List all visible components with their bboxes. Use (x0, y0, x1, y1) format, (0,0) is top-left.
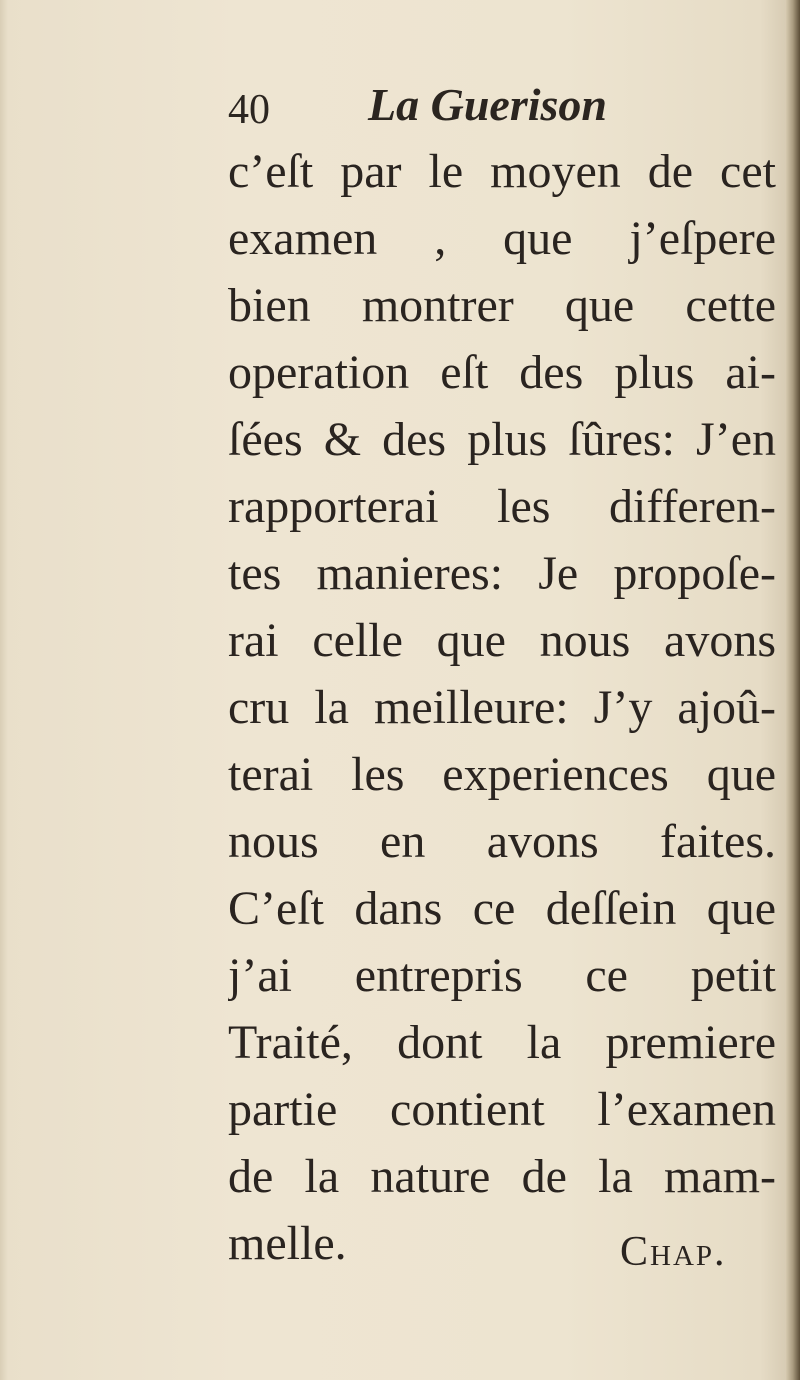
page-left-edge (0, 0, 8, 1380)
text-line: melle. (228, 1217, 347, 1270)
text-line: partie contient l’examen (228, 1083, 776, 1136)
text-line: ſées & des plus ſûres: J’en (228, 413, 776, 466)
text-line: nous en avons faites. (228, 815, 776, 868)
text-line: cru la meilleure: J’y ajoû- (228, 681, 776, 734)
text-line: C’eſt dans ce deſſein que (228, 882, 776, 935)
text-line: de la nature de la mam- (228, 1150, 776, 1203)
text-line: j’ai entrepris ce petit (228, 949, 776, 1002)
text-line: operation eſt des plus ai- (228, 346, 776, 399)
text-line: examen , que j’eſpere (228, 212, 776, 265)
catchword: Chap. (620, 1229, 727, 1275)
page-number: 40 (228, 87, 270, 133)
page-gutter-shadow (786, 0, 800, 1380)
body-text (228, 138, 776, 1277)
text-line: rai celle que nous avons (228, 614, 776, 667)
text-line: Traité, dont la premiere (228, 1016, 776, 1069)
text-line: tes manieres: Je propoſe- (228, 547, 776, 600)
running-title: La Guerison (368, 79, 607, 130)
text-line: c’eſt par le moyen de cet (228, 145, 776, 198)
page-header (228, 78, 728, 138)
text-line: terai les experiences que (228, 748, 776, 801)
text-line: bien montrer que cette (228, 279, 776, 332)
text-line: rapporterai les differen- (228, 480, 776, 533)
